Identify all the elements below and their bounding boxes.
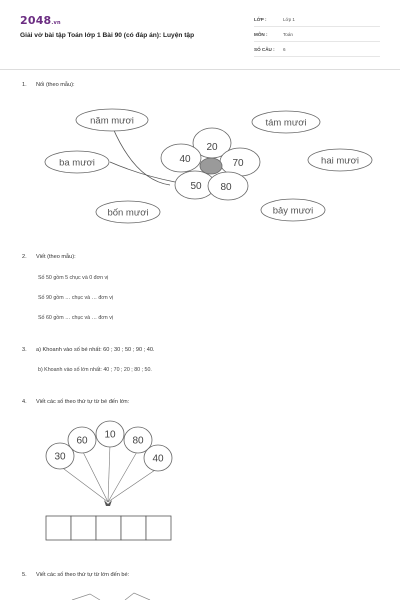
balloon bbox=[96, 421, 124, 447]
label-tam-muoi[interactable] bbox=[252, 111, 320, 133]
svg-text:bảy mươi: bảy mươi bbox=[272, 205, 314, 217]
label-bay-muoi[interactable] bbox=[261, 199, 325, 221]
q1-flower-diagram bbox=[40, 100, 380, 230]
svg-text:30: 30 bbox=[54, 451, 66, 463]
svg-text:40: 40 bbox=[152, 453, 164, 465]
label-bon-muoi[interactable] bbox=[96, 201, 160, 223]
flower-center bbox=[200, 158, 222, 174]
answer-boxes[interactable] bbox=[46, 516, 171, 540]
header-divider bbox=[0, 69, 400, 70]
page-header bbox=[0, 0, 400, 68]
question-4: 4. Viết các số theo thứ tự từ bé đến lớn: bbox=[22, 399, 130, 405]
q3-line-b: b) Khoanh vào số lớn nhất: 40 ; 70 ; 20 ; 80 ; 50. bbox=[38, 367, 152, 373]
label-hai-muoi[interactable] bbox=[308, 149, 372, 171]
q2-line: Số 60 gồm … chục và … đơn vị bbox=[38, 315, 114, 321]
meta-question-count: SỐ CÂU : 6 bbox=[254, 44, 380, 57]
label-ba-muoi[interactable] bbox=[45, 151, 109, 173]
question-2: 2. Viết (theo mẫu): bbox=[22, 254, 76, 260]
petal-number: 70 bbox=[232, 158, 244, 169]
petal-number: 20 bbox=[206, 142, 218, 153]
balloon-strings bbox=[60, 444, 158, 502]
petal-number: 80 bbox=[220, 182, 232, 193]
q5-diagram-partial bbox=[70, 588, 160, 600]
balloon bbox=[144, 445, 172, 471]
q4-balloons-diagram bbox=[38, 418, 188, 546]
balloon bbox=[46, 443, 74, 469]
meta-subject: MÔN : Toán bbox=[254, 29, 380, 42]
svg-text:10: 10 bbox=[104, 429, 116, 441]
question-1: 1. Nối (theo mẫu): bbox=[22, 82, 75, 88]
flower bbox=[161, 128, 260, 200]
site-logo[interactable]: 2048.vn bbox=[20, 14, 61, 27]
svg-text:ba mươi: ba mươi bbox=[59, 157, 95, 169]
petal-number: 40 bbox=[179, 154, 191, 165]
svg-text:năm mươi: năm mươi bbox=[90, 115, 134, 127]
svg-text:tám mươi: tám mươi bbox=[265, 117, 307, 129]
svg-text:bốn mươi: bốn mươi bbox=[107, 207, 149, 219]
label-nam-muoi[interactable] bbox=[76, 109, 148, 131]
meta-grade: LỚP : Lớp 1 bbox=[254, 14, 380, 27]
question-3: 3. a) Khoanh vào số bé nhất: 60 ; 30 ; 50 ; 90 ; 40. bbox=[22, 347, 155, 353]
svg-text:60: 60 bbox=[76, 435, 88, 447]
q2-line: Số 50 gồm 5 chục và 0 đơn vị bbox=[38, 275, 109, 281]
q2-line: Số 90 gồm … chục và … đơn vị bbox=[38, 295, 114, 301]
question-5: 5. Viết các số theo thứ tự từ lớn đến bé: bbox=[22, 572, 130, 578]
petal-number: 50 bbox=[190, 181, 202, 192]
svg-text:hai mươi: hai mươi bbox=[321, 155, 359, 167]
page-title: Giải vở bài tập Toán lớp 1 Bài 90 (có đáp án): Luyện tập bbox=[20, 32, 195, 39]
svg-text:80: 80 bbox=[132, 435, 144, 447]
